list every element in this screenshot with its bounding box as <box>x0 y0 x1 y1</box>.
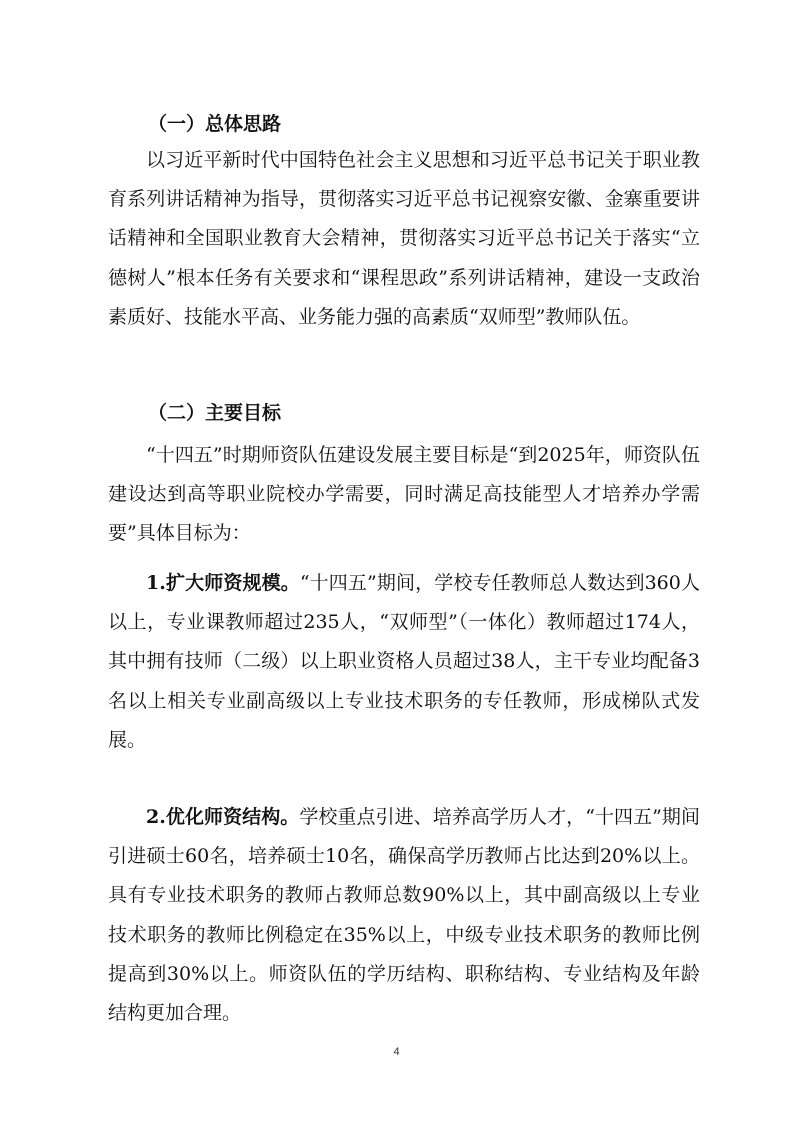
paragraph-overall: 以习近平新时代中国特色社会主义思想和习近平总书记关于职业教育系列讲话精神为指导，贯彻落实习近平总书记视察安徽、金寨重要讲话精神和全国职业教育大会精神，贯彻落实习近平总书记关于落实“立德树人”根本任务有关要求和“课程思政”系列讲话精神，建设一支政治素质好、技能水平高、业务能力强的高素质“双师型”教师队伍。 <box>108 149 700 328</box>
paragraph-goals-intro: “十四五”时期师资队伍建设发展主要目标是“到2025年，师资队伍建设达到高等职业院校办学需要，同时满足高技能型人才培养办学需要”具体目标为： <box>108 444 700 545</box>
section-heading-goals: （二）主要目标 <box>148 402 282 424</box>
goal-2-text: 学校重点引进、培养高学历人才，“十四五”期间引进硕士60名，培养硕士10名，确保高学历教师占比达到20%以上。具有专业技术职务的教师占教师总数90%以上，其中副高级以上专业技术职务的教师比例稳定在35%以上，中级专业技术职务的教师比例提高到30%以上。师资队伍的学历结构、职称结构、专业结构及年龄结构更加合理。 <box>108 806 700 1025</box>
paragraph-goal-2 <box>108 798 700 1033</box>
page-number: 4 <box>393 1046 400 1058</box>
section-heading-overall: （一）总体思路 <box>148 113 282 135</box>
goal-1-lead: 1.扩大师资规模。 <box>146 572 300 594</box>
goal-2-lead: 2.优化师资结构。 <box>146 806 300 828</box>
paragraph-goal-1 <box>108 564 700 760</box>
goal-1-text: “十四五”期间，学校专任教师总人数达到360人以上，专业课教师超过235人，“双师型”（一体化）教师超过174人，其中拥有技师（二级）以上职业资格人员超过38人，主干专业均配备3名以上相关专业副高级以上专业技术职务的专任教师，形成梯队式发展。 <box>108 572 700 751</box>
